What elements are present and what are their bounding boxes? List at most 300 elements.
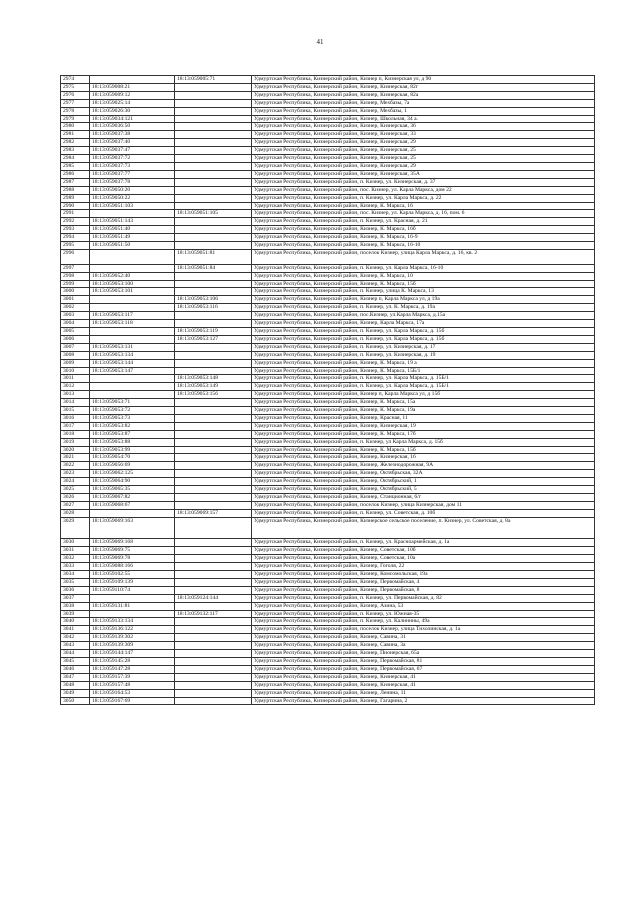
cadastral-number-cell: 18:13:059065:35 bbox=[90, 486, 175, 494]
cadastral-number-cell: 18:13:059069:168 bbox=[90, 539, 175, 547]
address-cell: Удмуртская Республика, Кизнерский район, Кизнер, К. Маркса, 19а bbox=[252, 407, 595, 415]
table-row bbox=[61, 186, 595, 194]
parent-cadastral-cell bbox=[175, 178, 252, 186]
registry-rows bbox=[61, 76, 595, 705]
address-cell: Удмуртская Республика, Кизнерский район, Кизнер, Кизнерская, 35А bbox=[252, 170, 595, 178]
parent-cadastral-cell bbox=[175, 234, 252, 242]
parent-cadastral-cell: 18:13:059005:71 bbox=[175, 76, 252, 84]
address-cell: Удмуртская Республика, Кизнерский район, Кизнер, Азина, 53 bbox=[252, 602, 595, 610]
cadastral-number-cell: 18:13:059088:166 bbox=[90, 563, 175, 571]
parent-cadastral-cell: 18:13:059132:117 bbox=[175, 610, 252, 618]
row-number-cell: 3049 bbox=[61, 689, 90, 697]
parent-cadastral-cell bbox=[175, 107, 252, 115]
row-number-cell: 3021 bbox=[61, 454, 90, 462]
address-cell: Удмуртская Республика, Кизнерский район, Кизнер, Станционная, 6/г bbox=[252, 494, 595, 502]
row-number-cell: 3042 bbox=[61, 634, 90, 642]
parent-cadastral-cell bbox=[175, 578, 252, 586]
cadastral-number-cell: 18:13:059037:77 bbox=[90, 170, 175, 178]
cadastral-number-cell bbox=[90, 264, 175, 272]
row-number-cell: 3003 bbox=[61, 312, 90, 320]
cadastral-number-cell: 18:13:059139:309 bbox=[90, 642, 175, 650]
cadastral-number-cell: 18:13:059037:40 bbox=[90, 139, 175, 147]
address-cell: Удмуртская Республика, Кизнерский район, Кизнерское сельское поселение, п. Кизнер, ул. Советская, д. 8а bbox=[252, 517, 595, 539]
table-row bbox=[61, 578, 595, 586]
parent-cadastral-cell bbox=[175, 155, 252, 163]
cadastral-number-cell: 18:13:059053:131 bbox=[90, 343, 175, 351]
parent-cadastral-cell bbox=[175, 399, 252, 407]
table-row bbox=[61, 162, 595, 170]
row-number-cell: 3017 bbox=[61, 422, 90, 430]
parent-cadastral-cell bbox=[175, 83, 252, 91]
cadastral-number-cell: 18:13:059053:144 bbox=[90, 359, 175, 367]
cadastral-number-cell: 18:13:059053:101 bbox=[90, 288, 175, 296]
row-number-cell: 3015 bbox=[61, 407, 90, 415]
parent-cadastral-cell bbox=[175, 539, 252, 547]
table-row bbox=[61, 288, 595, 296]
cadastral-number-cell: 18:13:059136:122 bbox=[90, 626, 175, 634]
parent-cadastral-cell bbox=[175, 650, 252, 658]
row-number-cell: 2974 bbox=[61, 76, 90, 84]
parent-cadastral-cell bbox=[175, 123, 252, 131]
parent-cadastral-cell bbox=[175, 634, 252, 642]
parent-cadastral-cell: 18:13:059051:105 bbox=[175, 210, 252, 218]
address-cell: Удмуртская Республика, Кизнерский район, п. Кизнер, ул. Карла Маркса, 16-10 bbox=[252, 264, 595, 272]
address-cell: Удмуртская Республика, Кизнерский район, Кизнер, Кизнерская, 16 bbox=[252, 454, 595, 462]
row-number-cell: 3050 bbox=[61, 697, 90, 705]
cadastral-number-cell bbox=[90, 210, 175, 218]
cadastral-number-cell: 18:13:059053:72 bbox=[90, 407, 175, 415]
parent-cadastral-cell bbox=[175, 430, 252, 438]
parent-cadastral-cell: 18:13:059053:149 bbox=[175, 383, 252, 391]
table-row bbox=[61, 586, 595, 594]
parent-cadastral-cell bbox=[175, 586, 252, 594]
address-cell: Удмуртская Республика, Кизнерский район, Кизнер, Комсомольская, 19а bbox=[252, 571, 595, 579]
row-number-cell: 3029 bbox=[61, 517, 90, 539]
row-number-cell: 3001 bbox=[61, 296, 90, 304]
cadastral-number-cell: 18:13:059008:21 bbox=[90, 83, 175, 91]
parent-cadastral-cell bbox=[175, 563, 252, 571]
address-cell: Удмуртская Республика, Кизнерский район, п. Кизнер, ул. Советская, д. 10б bbox=[252, 509, 595, 517]
parent-cadastral-cell bbox=[175, 131, 252, 139]
table-row bbox=[61, 327, 595, 335]
table-row bbox=[61, 501, 595, 509]
cadastral-number-cell bbox=[90, 296, 175, 304]
address-cell: Удмуртская Республика, Кизнерский район, Кизнер, Карла Маркса, 17а bbox=[252, 320, 595, 328]
cadastral-number-cell: 18:13:059052:40 bbox=[90, 272, 175, 280]
cadastral-number-cell: 18:13:059051:50 bbox=[90, 242, 175, 250]
address-cell: Удмуртская Республика, Кизнерский район, Кизнер, Кизнерская, 25 bbox=[252, 155, 595, 163]
address-cell: Удмуртская Республика, Кизнерский район, Кизнер, К. Маркса, 10 bbox=[252, 272, 595, 280]
cadastral-number-cell: 18:13:059037:73 bbox=[90, 162, 175, 170]
cadastral-number-cell: 18:13:059110:74 bbox=[90, 586, 175, 594]
address-cell: Удмуртская Республика, Кизнерский район, Кизнер, Первомайская, 81 bbox=[252, 658, 595, 666]
table-row bbox=[61, 280, 595, 288]
row-number-cell: 3022 bbox=[61, 462, 90, 470]
address-cell: Удмуртская Республика, Кизнерский район, Кизнер, Савина, 31 bbox=[252, 634, 595, 642]
table-row bbox=[61, 478, 595, 486]
address-cell: Удмуртская Республика, Кизнерский район, поселок Кизнер, улица Тихолинская, д. 1а bbox=[252, 626, 595, 634]
cadastral-number-cell: 18:13:059037:78 bbox=[90, 178, 175, 186]
table-row bbox=[61, 665, 595, 673]
cadastral-number-cell: 18:13:059157:48 bbox=[90, 681, 175, 689]
address-cell: Удмуртская Республика, Кизнерский район, Кизнер, К. Маркса, 17б bbox=[252, 430, 595, 438]
table-row bbox=[61, 218, 595, 226]
row-number-cell: 3004 bbox=[61, 320, 90, 328]
parent-cadastral-cell bbox=[175, 494, 252, 502]
parent-cadastral-cell bbox=[175, 414, 252, 422]
parent-cadastral-cell bbox=[175, 547, 252, 555]
row-number-cell: 2992 bbox=[61, 218, 90, 226]
parent-cadastral-cell bbox=[175, 642, 252, 650]
row-number-cell: 3046 bbox=[61, 665, 90, 673]
table-row bbox=[61, 99, 595, 107]
row-number-cell: 3009 bbox=[61, 359, 90, 367]
address-cell: Удмуртская Республика, Кизнерский район, Кизнер, К. Маркса, 16 bbox=[252, 202, 595, 210]
address-cell: Удмуртская Республика, Кизнерский район, Кизнер п, Кизнерская ул, д 90 bbox=[252, 76, 595, 84]
table-row bbox=[61, 517, 595, 539]
cadastral-number-cell: 18:13:059062:125 bbox=[90, 470, 175, 478]
table-row bbox=[61, 594, 595, 602]
address-cell: Удмуртская Республика, Кизнерский район, п. Кизнер, ул. Кизнерская, д. 37 bbox=[252, 178, 595, 186]
address-cell: Удмуртская Республика, Кизнерский район, п. Кизнер, ул. Карла Маркса, д. 22 bbox=[252, 194, 595, 202]
address-cell: Удмуртская Республика, Кизнерский район, Кизнер, К. Маркса, 16-9 bbox=[252, 234, 595, 242]
address-cell: Удмуртская Республика, Кизнерский район, Кизнер, Кизнерская, 29 bbox=[252, 139, 595, 147]
address-cell: Удмуртская Республика, Кизнерский район, п. Кизнер, ул. Карла Маркса, д. 15б bbox=[252, 335, 595, 343]
address-cell: Удмуртская Республика, Кизнерский район, Кизнер, Ленина, 11 bbox=[252, 689, 595, 697]
address-cell: Удмуртская Республика, Кизнерский район, Кизнер, К. Маркса, 19 а bbox=[252, 359, 595, 367]
cadastral-number-cell: 18:13:059050:20 bbox=[90, 186, 175, 194]
row-number-cell: 2981 bbox=[61, 131, 90, 139]
table-row bbox=[61, 391, 595, 399]
cadastral-number-cell: 18:13:059053:100 bbox=[90, 280, 175, 288]
address-cell: Удмуртская Республика, Кизнерский район, Кизнер, Кизнерская, 36 bbox=[252, 123, 595, 131]
row-number-cell: 3023 bbox=[61, 470, 90, 478]
row-number-cell: 2997 bbox=[61, 264, 90, 272]
table-row bbox=[61, 430, 595, 438]
address-cell: Удмуртская Республика, Кизнерский район, Кизнер, Советская, 10б bbox=[252, 547, 595, 555]
row-number-cell: 2993 bbox=[61, 226, 90, 234]
table-row bbox=[61, 335, 595, 343]
cadastral-number-cell: 18:13:059109:139 bbox=[90, 578, 175, 586]
cadastral-number-cell: 18:13:059053:73 bbox=[90, 414, 175, 422]
address-cell: Удмуртская Республика, Кизнерский район, п. Кизнер, ул Карла Маркса, д. 15б bbox=[252, 438, 595, 446]
parent-cadastral-cell: 18:13:059053:119 bbox=[175, 327, 252, 335]
cadastral-number-cell bbox=[90, 594, 175, 602]
table-row bbox=[61, 296, 595, 304]
cadastral-number-cell: 18:13:059037:72 bbox=[90, 155, 175, 163]
cadastral-number-cell: 18:13:059144:147 bbox=[90, 650, 175, 658]
cadastral-number-cell: 18:13:059053:99 bbox=[90, 446, 175, 454]
table-row bbox=[61, 210, 595, 218]
table-row bbox=[61, 422, 595, 430]
address-cell: Удмуртская Республика, Кизнерский район, п. Кизнер, ул. Первомайская, д. 82 bbox=[252, 594, 595, 602]
table-row bbox=[61, 470, 595, 478]
parent-cadastral-cell bbox=[175, 658, 252, 666]
table-row bbox=[61, 264, 595, 272]
table-row bbox=[61, 539, 595, 547]
cadastral-number-cell: 18:13:059133:134 bbox=[90, 618, 175, 626]
table-row bbox=[61, 76, 595, 84]
table-row bbox=[61, 170, 595, 178]
cadastral-number-cell: 18:13:059064:90 bbox=[90, 478, 175, 486]
cadastral-number-cell: 18:13:059025:14 bbox=[90, 99, 175, 107]
cadastral-number-cell bbox=[90, 610, 175, 618]
parent-cadastral-cell: 18:13:059053:116 bbox=[175, 304, 252, 312]
row-number-cell: 2986 bbox=[61, 170, 90, 178]
address-cell: Удмуртская Республика, Кизнерский район, п. Кизнер, ул. Калинины, 49а bbox=[252, 618, 595, 626]
cadastral-number-cell: 18:13:059145:28 bbox=[90, 658, 175, 666]
table-row bbox=[61, 178, 595, 186]
address-cell: Удмуртская Республика, Кизнерский район, Кизнер, К. Маркса, 16б bbox=[252, 226, 595, 234]
cadastral-number-cell: 18:13:059069:75 bbox=[90, 547, 175, 555]
table-row bbox=[61, 509, 595, 517]
address-cell: Удмуртская Республика, Кизнерский район, п. Кизнер, ул. Красная, д. 21 bbox=[252, 218, 595, 226]
row-number-cell: 3011 bbox=[61, 375, 90, 383]
address-cell: Удмуртская Республика, Кизнерский район, Кизнер, Гагарина, 2 bbox=[252, 697, 595, 705]
parent-cadastral-cell bbox=[175, 226, 252, 234]
row-number-cell: 3025 bbox=[61, 486, 90, 494]
row-number-cell: 2975 bbox=[61, 83, 90, 91]
address-cell: Удмуртская Республика, Кизнерский район, Кизнер, Кизнерская, 25 bbox=[252, 147, 595, 155]
cadastral-number-cell: 18:13:059053:82 bbox=[90, 422, 175, 430]
cadastral-number-cell: 18:13:059139:302 bbox=[90, 634, 175, 642]
cadastral-number-cell: 18:13:059037:38 bbox=[90, 131, 175, 139]
cadastral-number-cell: 18:13:059167:69 bbox=[90, 697, 175, 705]
parent-cadastral-cell bbox=[175, 194, 252, 202]
row-number-cell: 2987 bbox=[61, 178, 90, 186]
cadastral-number-cell: 18:13:059053:117 bbox=[90, 312, 175, 320]
table-row bbox=[61, 272, 595, 280]
parent-cadastral-cell: 18:13:059053:148 bbox=[175, 375, 252, 383]
parent-cadastral-cell: 18:13:059069:157 bbox=[175, 509, 252, 517]
parent-cadastral-cell bbox=[175, 202, 252, 210]
cadastral-number-cell: 18:13:059009:12 bbox=[90, 91, 175, 99]
row-number-cell: 3041 bbox=[61, 626, 90, 634]
cadastral-number-cell bbox=[90, 304, 175, 312]
table-row bbox=[61, 681, 595, 689]
table-row bbox=[61, 115, 595, 123]
row-number-cell: 3005 bbox=[61, 327, 90, 335]
table-row bbox=[61, 602, 595, 610]
address-cell: Удмуртская Республика, Кизнерский район, Кизнер, Кизнерская, 82г bbox=[252, 83, 595, 91]
cadastral-number-cell: 18:13:059053:118 bbox=[90, 320, 175, 328]
parent-cadastral-cell bbox=[175, 602, 252, 610]
address-cell: Удмуртская Республика, Кизнерский район, п. Кизнер, ул. Карла Маркса, д. 15Б/1 bbox=[252, 383, 595, 391]
row-number-cell: 3026 bbox=[61, 494, 90, 502]
table-row bbox=[61, 571, 595, 579]
parent-cadastral-cell bbox=[175, 162, 252, 170]
table-row bbox=[61, 343, 595, 351]
row-number-cell: 3024 bbox=[61, 478, 90, 486]
address-cell: Удмуртская Республика, Кизнерский район, Кизнер, Кизнерская, 82а bbox=[252, 91, 595, 99]
parent-cadastral-cell bbox=[175, 115, 252, 123]
table-row bbox=[61, 351, 595, 359]
cadastral-number-cell: 18:13:059026:30 bbox=[90, 107, 175, 115]
parent-cadastral-cell bbox=[175, 486, 252, 494]
row-number-cell: 3039 bbox=[61, 610, 90, 618]
cadastral-number-cell: 18:13:059131:81 bbox=[90, 602, 175, 610]
row-number-cell: 2991 bbox=[61, 210, 90, 218]
address-cell: Удмуртская Республика, Кизнерский район, Кизнер, Кизнерская, 29 bbox=[252, 162, 595, 170]
cadastral-number-cell: 18:13:059157:39 bbox=[90, 673, 175, 681]
parent-cadastral-cell bbox=[175, 343, 252, 351]
address-cell: Удмуртская Республика, Кизнерский район, Кизнер п, Карла Маркса ул, д 19а bbox=[252, 296, 595, 304]
address-cell: Удмуртская Республика, Кизнерский район, Кизнер, Кизнерская, 19 bbox=[252, 422, 595, 430]
parent-cadastral-cell bbox=[175, 446, 252, 454]
address-cell: Удмуртская Республика, Кизнерский район, пос. Кизнер, ул. Карла Маркса, д. 16, пом. 6 bbox=[252, 210, 595, 218]
cadastral-number-cell bbox=[90, 509, 175, 517]
address-cell: Удмуртская Республика, Кизнерский район, Кизнер, Пионерская, 65а bbox=[252, 650, 595, 658]
cadastral-number-cell: 18:13:059036:50 bbox=[90, 123, 175, 131]
table-row bbox=[61, 407, 595, 415]
row-number-cell: 3010 bbox=[61, 367, 90, 375]
row-number-cell: 3044 bbox=[61, 650, 90, 658]
table-row bbox=[61, 375, 595, 383]
address-cell: Удмуртская Республика, Кизнерский район, Кизнер, Кизнерская, 41 bbox=[252, 681, 595, 689]
row-number-cell: 2999 bbox=[61, 280, 90, 288]
cadastral-number-cell: 18:13:059147:28 bbox=[90, 665, 175, 673]
address-cell: Удмуртская Республика, Кизнерский район, п. Кизнер, ул. Кизнерская, д. 19 bbox=[252, 351, 595, 359]
table-row bbox=[61, 563, 595, 571]
parent-cadastral-cell bbox=[175, 359, 252, 367]
table-row bbox=[61, 673, 595, 681]
row-number-cell: 2988 bbox=[61, 186, 90, 194]
page-number: 41 bbox=[316, 38, 324, 46]
table-row bbox=[61, 555, 595, 563]
address-cell: Удмуртская Республика, Кизнерский район, п. Кизнер, улица К. Маркса, 13 bbox=[252, 288, 595, 296]
address-cell: Удмуртская Республика, Кизнерский район, Кизнер, К. Маркса, 15б bbox=[252, 280, 595, 288]
table-row bbox=[61, 618, 595, 626]
table-row bbox=[61, 626, 595, 634]
address-cell: Удмуртская Республика, Кизнерский район, Кизнер, Школьная, 34 а. bbox=[252, 115, 595, 123]
row-number-cell: 3012 bbox=[61, 383, 90, 391]
parent-cadastral-cell bbox=[175, 697, 252, 705]
address-cell: Удмуртская Республика, Кизнерский район, п. Кизнер, ул. К. Маркса, д. 19а bbox=[252, 304, 595, 312]
parent-cadastral-cell bbox=[175, 673, 252, 681]
address-cell: Удмуртская Республика, Кизнерский район, Кизнер, Октябрьский, 5 bbox=[252, 486, 595, 494]
cadastral-number-cell: 18:13:059050:22 bbox=[90, 194, 175, 202]
parent-cadastral-cell: 18:13:059051:81 bbox=[175, 249, 252, 264]
row-number-cell: 3033 bbox=[61, 563, 90, 571]
row-number-cell: 3002 bbox=[61, 304, 90, 312]
address-cell: Удмуртская Республика, Кизнерский район, Кизнер, Первомайская, 8 bbox=[252, 586, 595, 594]
parent-cadastral-cell bbox=[175, 454, 252, 462]
cadastral-number-cell: 18:13:059034:121 bbox=[90, 115, 175, 123]
row-number-cell: 3006 bbox=[61, 335, 90, 343]
parent-cadastral-cell bbox=[175, 689, 252, 697]
row-number-cell: 3045 bbox=[61, 658, 90, 666]
parent-cadastral-cell bbox=[175, 438, 252, 446]
table-row bbox=[61, 234, 595, 242]
row-number-cell: 2979 bbox=[61, 115, 90, 123]
row-number-cell: 3034 bbox=[61, 571, 90, 579]
cadastral-number-cell: 18:13:059067:82 bbox=[90, 494, 175, 502]
row-number-cell: 2994 bbox=[61, 234, 90, 242]
address-cell: Удмуртская Республика, Кизнерский район, п. Кизнер, ул. Южная-35 bbox=[252, 610, 595, 618]
table-row bbox=[61, 83, 595, 91]
parent-cadastral-cell: 18:13:059053:156 bbox=[175, 391, 252, 399]
parent-cadastral-cell bbox=[175, 312, 252, 320]
address-cell: Удмуртская Республика, Кизнерский район, Кизнер, К. Маркса, 15Б/1 bbox=[252, 367, 595, 375]
row-number-cell: 3035 bbox=[61, 578, 90, 586]
row-number-cell: 2977 bbox=[61, 99, 90, 107]
table-row bbox=[61, 414, 595, 422]
cadastral-number-cell bbox=[90, 375, 175, 383]
table-row bbox=[61, 139, 595, 147]
cadastral-number-cell: 18:13:059053:87 bbox=[90, 430, 175, 438]
table-row bbox=[61, 194, 595, 202]
parent-cadastral-cell bbox=[175, 288, 252, 296]
cadastral-number-cell: 18:13:059051:143 bbox=[90, 218, 175, 226]
row-number-cell: 2980 bbox=[61, 123, 90, 131]
cadastral-number-cell: 18:13:059037:47 bbox=[90, 147, 175, 155]
table-row bbox=[61, 486, 595, 494]
parent-cadastral-cell bbox=[175, 99, 252, 107]
parent-cadastral-cell: 18:13:059051:84 bbox=[175, 264, 252, 272]
table-row bbox=[61, 202, 595, 210]
cadastral-number-cell bbox=[90, 383, 175, 391]
row-number-cell: 3014 bbox=[61, 399, 90, 407]
address-cell: Удмуртская Республика, Кизнерский район, Кизнер, Мехбазы, 7а bbox=[252, 99, 595, 107]
cadastral-number-cell: 18:13:059054:70 bbox=[90, 454, 175, 462]
row-number-cell: 2985 bbox=[61, 162, 90, 170]
parent-cadastral-cell bbox=[175, 517, 252, 539]
address-cell: Удмуртская Республика, Кизнерский район, Кизнер, Гоголя, 22 bbox=[252, 563, 595, 571]
cadastral-number-cell: 18:13:059102:55 bbox=[90, 571, 175, 579]
parent-cadastral-cell bbox=[175, 147, 252, 155]
table-row bbox=[61, 610, 595, 618]
row-number-cell: 3040 bbox=[61, 618, 90, 626]
registry-table bbox=[60, 75, 595, 705]
parent-cadastral-cell bbox=[175, 272, 252, 280]
address-cell: Удмуртская Республика, Кизнерский район, Кизнер, К. Маркса, 15б bbox=[252, 446, 595, 454]
table-row bbox=[61, 91, 595, 99]
address-cell: Удмуртская Республика, Кизнерский район, п. Кизнер, ул. Кизнерская, д. 17 bbox=[252, 343, 595, 351]
table-row bbox=[61, 547, 595, 555]
table-row bbox=[61, 383, 595, 391]
address-cell: Удмуртская Республика, Кизнерский район, Кизнер, Железнодорожная, 9А bbox=[252, 462, 595, 470]
row-number-cell: 3038 bbox=[61, 602, 90, 610]
cadastral-number-cell: 18:13:059053:88 bbox=[90, 438, 175, 446]
address-cell: Удмуртская Республика, Кизнерский район, Кизнер, Советская, 10а bbox=[252, 555, 595, 563]
cadastral-number-cell bbox=[90, 335, 175, 343]
row-number-cell: 3020 bbox=[61, 446, 90, 454]
row-number-cell: 3031 bbox=[61, 547, 90, 555]
cadastral-number-cell: 18:13:059051:103 bbox=[90, 202, 175, 210]
parent-cadastral-cell bbox=[175, 501, 252, 509]
table-row bbox=[61, 454, 595, 462]
parent-cadastral-cell bbox=[175, 665, 252, 673]
cadastral-number-cell: 18:13:059068:67 bbox=[90, 501, 175, 509]
table-row bbox=[61, 320, 595, 328]
parent-cadastral-cell bbox=[175, 91, 252, 99]
cadastral-number-cell: 18:13:059051:49 bbox=[90, 234, 175, 242]
parent-cadastral-cell bbox=[175, 618, 252, 626]
row-number-cell: 3000 bbox=[61, 288, 90, 296]
table-row bbox=[61, 131, 595, 139]
parent-cadastral-cell: 18:13:059053:127 bbox=[175, 335, 252, 343]
cadastral-number-cell: 18:13:059164:53 bbox=[90, 689, 175, 697]
cadastral-number-cell: 18:13:059069:163 bbox=[90, 517, 175, 539]
cadastral-number-cell: 18:13:059056:69 bbox=[90, 462, 175, 470]
cadastral-number-cell: 18:13:059051:40 bbox=[90, 226, 175, 234]
address-cell: Удмуртская Республика, Кизнерский район, Кизнер п, Карла Маркса ул, д 15б bbox=[252, 391, 595, 399]
parent-cadastral-cell bbox=[175, 462, 252, 470]
row-number-cell: 3008 bbox=[61, 351, 90, 359]
parent-cadastral-cell bbox=[175, 280, 252, 288]
table-row bbox=[61, 312, 595, 320]
address-cell: Удмуртская Республика, Кизнерский район, пос.Кизнер, ул.Карла Маркса, д.15а bbox=[252, 312, 595, 320]
